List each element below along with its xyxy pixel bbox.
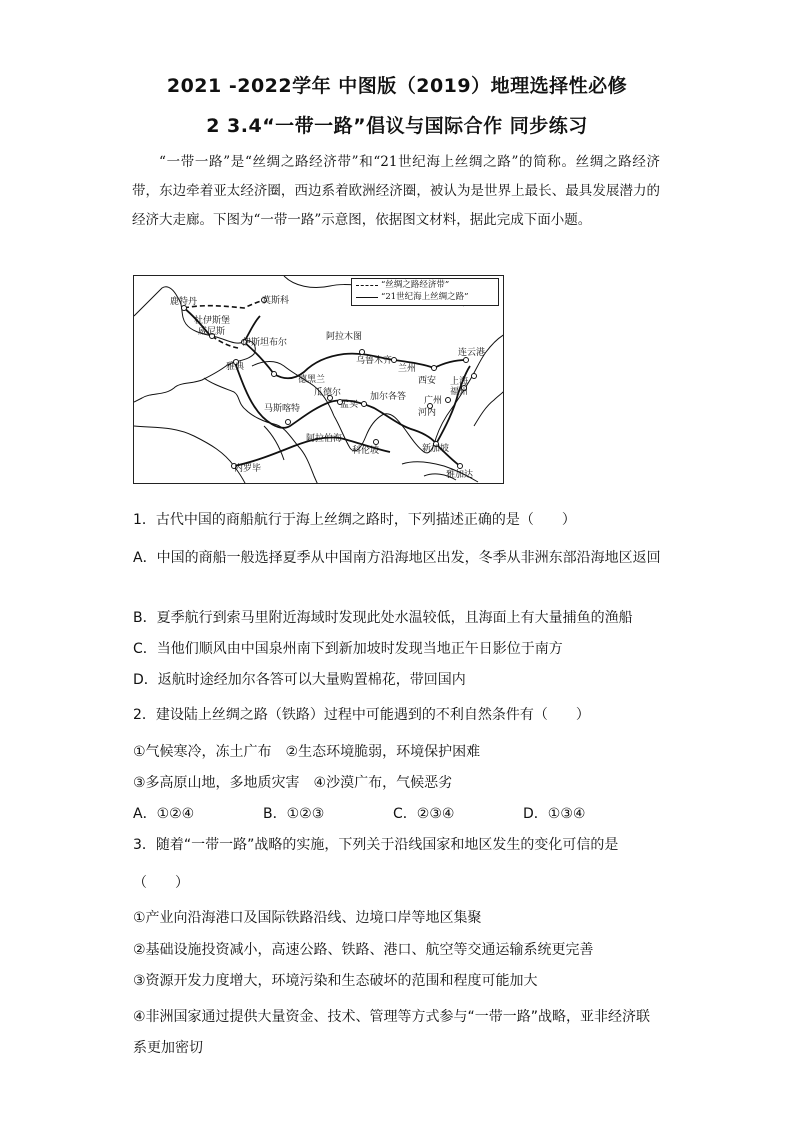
question-3-item-3: ③资源开发力度增大，环境污染和生态破坏的范围和程度可能加大	[133, 973, 538, 989]
document-subtitle: 2 3.4“一带一路”倡议与国际合作 同步练习	[206, 115, 588, 137]
city-label: 德黑兰	[298, 375, 326, 385]
question-1-option-c: C．当他们顺风由中国泉州南下到新加坡时发现当地正午日影位于南方	[133, 641, 563, 657]
question-1-option-d: D．返航时途经加尔各答可以大量购置棉花，带回国内	[133, 672, 466, 688]
choice-b: B．①②③	[263, 806, 325, 822]
city-label: 雅典	[226, 362, 245, 372]
question-3-item-4: ④非洲国家通过提供大量资金、技术、管理等方式参与“一带一路”战略，亚非经济联系更加密切	[133, 1009, 651, 1056]
legend-land-route: “丝绸之路经济带”	[352, 279, 498, 291]
city-label: 内罗毕	[234, 464, 262, 474]
question-2-item-line: ③多高原山地，多地质灾害 ④沙漠广布，气候恶劣	[133, 775, 453, 791]
city-label: 加尔各答	[370, 392, 407, 402]
document-title: 2021 -2022学年 中图版（2019）地理选择性必修	[166, 75, 628, 97]
city-label: 马斯喀特	[264, 404, 301, 414]
question-2-item-line: ①气候寒冷，冻土广布 ②生态环境脆弱，环境保护困难	[133, 744, 481, 760]
city-label: 科伦坡	[352, 446, 380, 456]
question-1-option-b: B．夏季航行到索马里附近海域时发现此处水温较低，且海面上有大量捕鱼的渔船	[133, 610, 633, 626]
question-3-stem-cont: （ ）	[133, 875, 189, 891]
city-label: 福州	[450, 387, 469, 397]
question-1-stem: 1．古代中国的商船航行于海上丝绸之路时，下列描述正确的是（ ）	[133, 512, 576, 528]
city-label: 河内	[418, 408, 437, 418]
choice-c: C．②③④	[393, 806, 455, 822]
question-3-stem: 3．随着“一带一路”战略的实施，下列关于沿线国家和地区发生的变化可信的是	[133, 837, 619, 853]
city-label: 阿拉伯海	[306, 434, 343, 444]
question-2-choices	[133, 804, 663, 824]
city-label: 西安	[418, 376, 437, 386]
question-2-stem: 2．建设陆上丝绸之路（铁路）过程中可能遇到的不利自然条件有（ ）	[133, 707, 590, 723]
city-label: 瓜德尔	[314, 388, 342, 398]
city-label: 兰州	[398, 364, 417, 374]
legend-sea-route: “21世纪海上丝绸之路”	[352, 291, 498, 303]
belt-and-road-map	[133, 275, 504, 484]
map-legend	[351, 278, 499, 306]
city-label: 上海	[450, 377, 469, 387]
city-label: 阿拉木图	[326, 332, 363, 342]
question-3-item-1: ①产业向沿海港口及国际铁路沿线、边境口岸等地区集聚	[133, 910, 482, 926]
question-1-option-a: A．中国的商船一般选择夏季从中国南方沿海地区出发，冬季从非洲东部沿海地区返回	[133, 550, 661, 566]
choice-a: A．①②④	[133, 806, 195, 822]
choice-d: D．①③④	[523, 806, 586, 822]
intro-paragraph: “一带一路”是“丝绸之路经济带”和“21世纪海上丝绸之路”的简称。丝绸之路经济带，东边牵着亚太经济圈，西边系着欧洲经济圈，被认为是世界上最长、最具发展潜力的经济大走廊。下图为“一带一路”示意图，依据图文材料，据此完成下面小题。	[132, 154, 660, 228]
question-3-item-2: ②基础设施投资减小，高速公路、铁路、港口、航空等交通运输系统更完善	[133, 942, 594, 958]
city-label: 新加坡	[422, 444, 450, 454]
city-label: 伊斯坦布尔	[242, 338, 288, 348]
city-label: 莫斯科	[262, 296, 290, 306]
city-label: 威尼斯	[198, 327, 226, 337]
city-label: 乌鲁木齐	[356, 356, 393, 366]
city-label: 鹿特丹	[170, 297, 198, 307]
city-label: 广州	[424, 396, 443, 406]
city-label: 杜伊斯堡	[194, 316, 231, 326]
city-label: 连云港	[458, 348, 486, 358]
city-label: 孟买	[340, 400, 359, 410]
city-label: 雅加达	[446, 470, 474, 480]
